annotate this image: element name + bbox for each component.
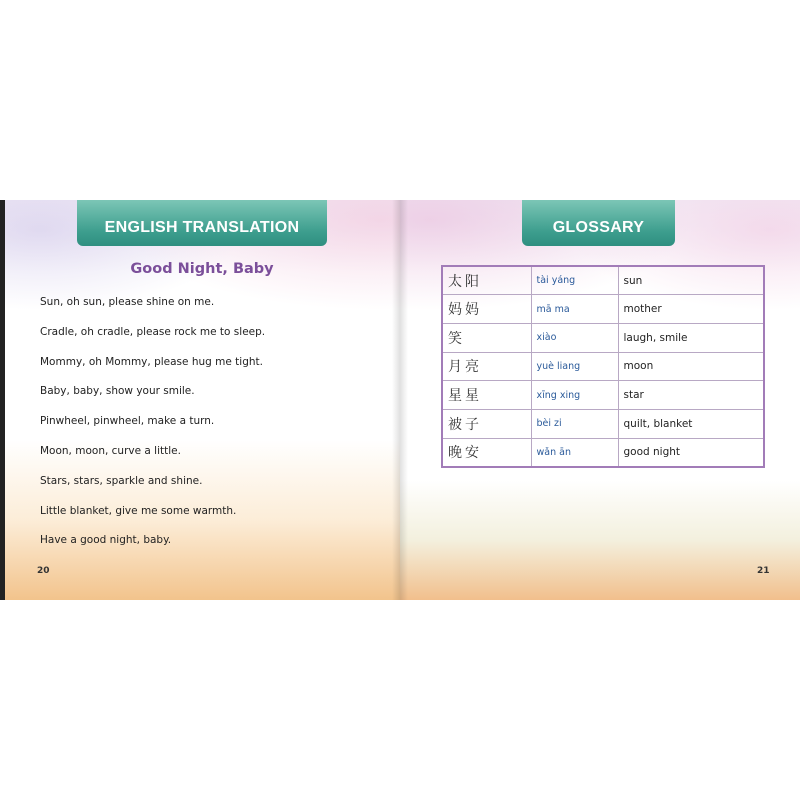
- glossary-table: [441, 265, 765, 468]
- pinyin-term: wǎn ān: [531, 438, 618, 467]
- english-meaning: moon: [618, 352, 764, 381]
- pinyin-term: tài yáng: [531, 266, 618, 295]
- glossary-row: [442, 323, 764, 352]
- glossary-row: [442, 381, 764, 410]
- pinyin-term: xīng xing: [531, 381, 618, 410]
- poem-line: Sun, oh sun, please shine on me.: [40, 296, 215, 308]
- glossary-row: [442, 352, 764, 381]
- glossary-row: [442, 409, 764, 438]
- glossary-row: [442, 295, 764, 324]
- poem-line: Pinwheel, pinwheel, make a turn.: [40, 415, 215, 428]
- glossary-row: [442, 266, 764, 295]
- poem-line: Moon, moon, curve a little.: [40, 445, 181, 457]
- pinyin-term: bèi zi: [531, 409, 618, 438]
- page-header-banner: ENGLISH TRANSLATION: [77, 200, 327, 246]
- english-meaning: good night: [618, 438, 764, 467]
- pinyin-term: xiào: [531, 323, 618, 352]
- english-meaning: mother: [618, 295, 764, 324]
- book-gutter: [392, 200, 408, 600]
- poem-line: Baby, baby, show your smile.: [40, 385, 195, 398]
- english-meaning: quilt, blanket: [618, 409, 764, 438]
- book-spread: [0, 200, 800, 600]
- poem-title: Good Night, Baby: [130, 261, 274, 277]
- book-spine: [0, 200, 5, 600]
- english-meaning: star: [618, 381, 764, 410]
- page-number: 20: [37, 566, 50, 576]
- left-page: [0, 200, 400, 600]
- chinese-term: 太阳: [442, 266, 531, 295]
- pinyin-term: mā ma: [531, 295, 618, 324]
- chinese-term: 被子: [442, 409, 531, 438]
- chinese-term: 星星: [442, 381, 531, 410]
- page-header-banner: GLOSSARY: [522, 200, 675, 246]
- english-meaning: laugh, smile: [618, 323, 764, 352]
- page-number: 21: [757, 566, 770, 576]
- poem-line: Cradle, oh cradle, please rock me to sleep.: [40, 325, 266, 338]
- poem-line: Have a good night, baby.: [40, 534, 172, 547]
- poem-line: Stars, stars, sparkle and shine.: [40, 474, 203, 487]
- chinese-term: 晚安: [442, 438, 531, 467]
- right-page: [400, 200, 800, 600]
- poem-line: Mommy, oh Mommy, please hug me tight.: [40, 355, 263, 368]
- pinyin-term: yuè liang: [531, 352, 618, 381]
- glossary-row: [442, 438, 764, 467]
- poem-line: Little blanket, give me some warmth.: [40, 504, 237, 517]
- chinese-term: 妈妈: [442, 295, 531, 324]
- english-meaning: sun: [618, 266, 764, 295]
- chinese-term: 笑: [442, 323, 531, 352]
- chinese-term: 月亮: [442, 352, 531, 381]
